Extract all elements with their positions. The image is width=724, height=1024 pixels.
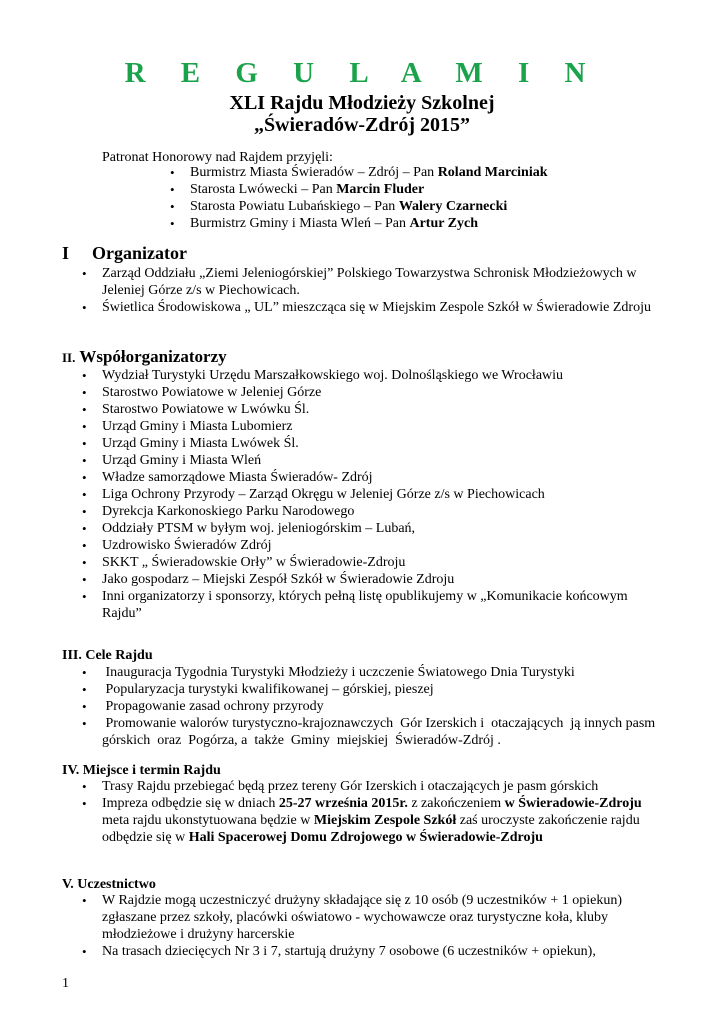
patron-list [190, 164, 548, 232]
list-item: • Popularyzacja turystyki kwalifikowanej – górskiej, pieszej [102, 681, 662, 698]
section-heading-participation: V. Uczestnictwo [62, 877, 156, 892]
list-item: • Promowanie walorów turystyczno-krajoznawczych Gór Izerskich i otaczających ją innych pasm górskich oraz Pogórza, a także Gminy miejskiej Świeradów-Zdrój . [102, 715, 662, 749]
list-item: • W Rajdzie mogą uczestniczyć drużyny składające się z 10 osób (9 uczestników + 1 opiekun) zgłaszane przez szkoły, placówki oświatowo - wychowawcze oraz turystyczne koła, kluby młodzieżowe i drużyny harcerskie [102, 892, 662, 943]
section-title: Współorganizatorzy [79, 347, 227, 366]
list-item: • Starostwo Powiatowe w Lwówku Śl. [102, 401, 662, 418]
list-item: • Urząd Gminy i Miasta Wleń [102, 452, 662, 469]
list-item: • Świetlica Środowiskowa „ UL” mieszcząca się w Miejskim Zespole Szkół w Świeradowie Zdroju [102, 299, 662, 316]
patron-role: Burmistrz Gminy i Miasta Wleń – Pan [190, 216, 410, 231]
text-segment: z zakończeniem [407, 796, 505, 811]
section-heading-organizer [62, 243, 187, 263]
finish-place: Miejskim Zespole Szkół [313, 813, 457, 828]
text-segment: Impreza odbędzie się w dniach [102, 796, 279, 811]
coorganizer-list [102, 367, 662, 622]
text-segment: zaś uroczyste zakończenie rajdu odbędzie się w [102, 813, 640, 845]
list-item: • Wydział Turystyki Urzędu Marszałkowskiego woj. Dolnośląskiego we Wrocławiu [102, 367, 662, 384]
list-item [190, 164, 548, 181]
subtitle-rally-place: „Świeradów-Zdrój 2015” [253, 114, 471, 136]
organizer-list [102, 265, 662, 316]
page-number: 1 [62, 976, 69, 991]
list-item: • Inauguracja Tygodnia Turystyki Młodzieży i uczczenie Światowego Dnia Turystyki [102, 664, 662, 681]
patron-name: Marcin Fluder [336, 182, 425, 197]
list-item: • Urząd Gminy i Miasta Lubomierz [102, 418, 662, 435]
list-item: • Starostwo Powiatowe w Jeleniej Górze [102, 384, 662, 401]
subtitle-rally-name: XLI Rajdu Młodzieży Szkolnej [229, 92, 495, 114]
list-item [102, 795, 662, 846]
list-item: • SKKT „ Świeradowskie Orły” w Świeradowie-Zdroju [102, 554, 662, 571]
ceremony-place: Hali Spacerowej Domu Zdrojowego w Świeradowie-Zdroju [188, 830, 543, 845]
patron-name: Roland Marciniak [437, 165, 548, 180]
list-item [190, 198, 548, 215]
patron-role: Starosta Lwówecki – Pan [190, 182, 337, 197]
section-number: I [62, 243, 70, 263]
list-item: • Oddziały PTSM w byłym woj. jeleniogórskim – Lubań, [102, 520, 662, 537]
text-segment: meta rajdu ukonstytuowana będzie w [102, 813, 314, 828]
list-item: • Na trasach dziecięcych Nr 3 i 7, startują drużyny 7 osobowe (6 uczestników + opiekun), [102, 943, 662, 960]
list-item: • Propagowanie zasad ochrony przyrody [102, 698, 662, 715]
section-heading-goals: III. Cele Rajdu [62, 648, 153, 663]
list-item: • Inni organizatorzy i sponsorzy, których pełną listę opublikujemy w „Komunikacie końcowym Rajdu” [102, 588, 662, 622]
patron-role: Starosta Powiatu Lubańskiego – Pan [190, 199, 399, 214]
patron-intro: Patronat Honorowy nad Rajdem przyjęli: [102, 150, 333, 165]
list-item: • Uzdrowisko Świeradów Zdrój [102, 537, 662, 554]
document-title: R E G U L A M I N [124, 57, 600, 89]
list-item: • Trasy Rajdu przebiegać będą przez tereny Gór Izerskich i otaczających je pasm górskich [102, 778, 662, 795]
section-title: Organizator [92, 243, 187, 263]
list-item: • Zarząd Oddziału „Ziemi Jeleniogórskiej” Polskiego Towarzystwa Schronisk Młodzieżowych w Jeleniej Górze z/s w Piechowicach. [102, 265, 662, 299]
goals-list [102, 664, 662, 749]
section-number: II. [62, 350, 76, 365]
list-item: • Urząd Gminy i Miasta Lwówek Śl. [102, 435, 662, 452]
event-date: 25-27 września 2015r. [278, 796, 408, 811]
event-place: w Świeradowie-Zdroju [504, 796, 642, 811]
patron-name: Artur Zych [409, 216, 479, 231]
list-item [190, 181, 548, 198]
patron-name: Walery Czarnecki [398, 199, 508, 214]
participation-list [102, 892, 662, 960]
list-item [190, 215, 548, 232]
list-item: • Jako gospodarz – Miejski Zespół Szkół w Świeradowie Zdroju [102, 571, 662, 588]
section-heading-place-date: IV. Miejsce i termin Rajdu [62, 763, 221, 778]
place-date-list [102, 778, 662, 846]
list-item: • Dyrekcja Karkonoskiego Parku Narodowego [102, 503, 662, 520]
patron-role: Burmistrz Miasta Świeradów – Zdrój – Pan [190, 165, 438, 180]
section-heading-coorganizers [62, 347, 227, 368]
list-item: • Władze samorządowe Miasta Świeradów- Zdrój [102, 469, 662, 486]
list-item: • Liga Ochrony Przyrody – Zarząd Okręgu w Jeleniej Górze z/s w Piechowicach [102, 486, 662, 503]
